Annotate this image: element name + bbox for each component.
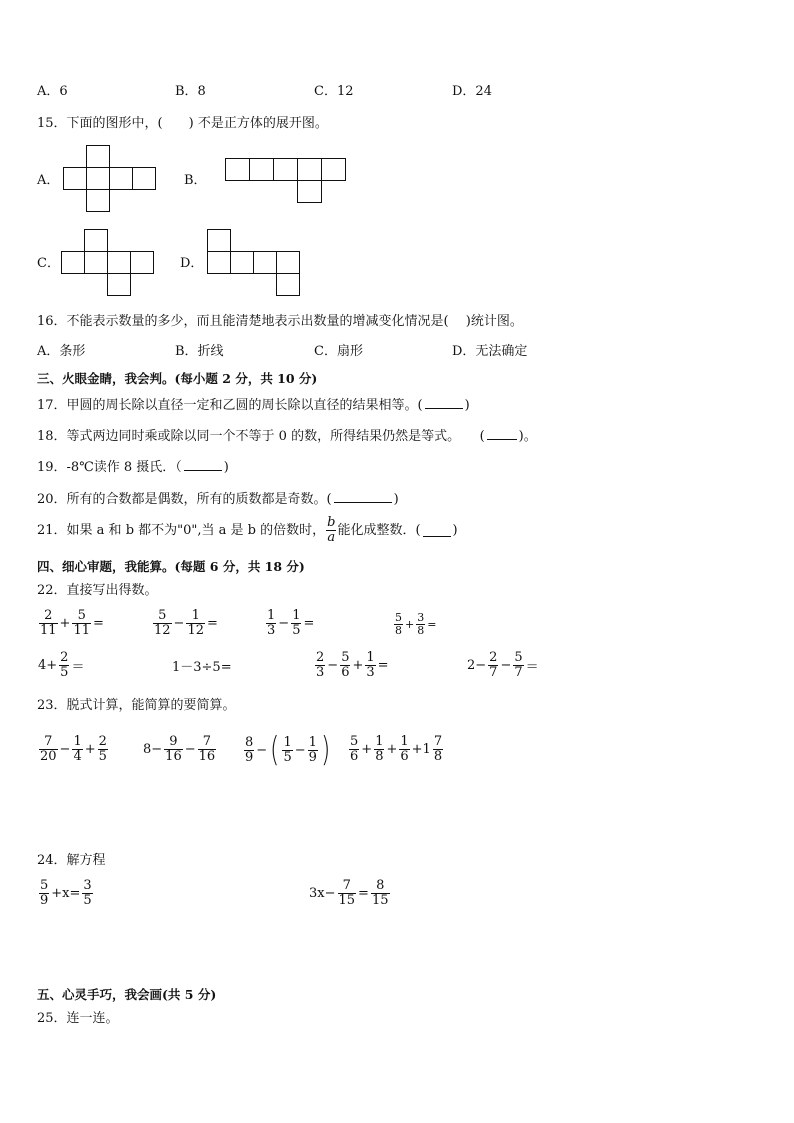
q22-stem: 22．直接写出得数。 [37,583,158,598]
q16-option-a: A．条形 [37,344,86,359]
q24-equation-2: 3x− $\frac{7}{15}$ = $\frac{8}{15}$ [309,878,389,908]
q15-label-b: B． [184,173,207,188]
q16-option-b: B．折线 [175,344,224,359]
q21: 21．如果 a 和 b 都不为"0",当 a 是 b 的倍数时， $\frac{b}{a}$ 能化成整数．( ) [37,515,458,545]
q16-option-c: C．扇形 [314,344,363,359]
q20: 20．所有的合数都是偶数，所有的质数都是奇数。( ) [37,492,399,507]
left-paren: ( [270,730,280,770]
q23-expr-2: 8− $\frac{9}{16}$ − $\frac{7}{16}$ [143,734,216,764]
q24-equation-1: $\frac{5}{9}$ +x= $\frac{3}{5}$ [40,878,92,908]
q14-option-a: A．6 [37,84,68,99]
q15-stem: 15．下面的图形中，( ) 不是正方体的展开图。 [37,116,328,131]
q22-expr-4: $\frac{5}{8}$ + $\frac{3}{8}$ = [395,611,437,637]
q16-stem: 16．不能表示数量的多少，而且能清楚地表示出数量的增减变化情况是( )统计图。 [37,314,523,329]
q19: 19．-8℃读作 8 摄氏．（ ) [37,460,229,475]
q22-expr-3: $\frac{1}{3}$ − $\frac{1}{5}$ = [267,608,315,638]
q16-option-d: D．无法确定 [452,344,528,359]
q23-expr-3: $\frac{8}{9}$ − ( $\frac{1}{5}$ − $\frac{1}{9}$ ) [245,730,331,770]
q22-expr-8: 2− $\frac{2}{7}$ − $\frac{5}{7}$ ＝ [467,650,539,680]
q15-label-d: D． [180,256,204,271]
q22-expr-7: $\frac{2}{3}$ − $\frac{5}{6}$ + $\frac{1}{3}$ = [316,650,389,680]
q22-expr-2: $\frac{5}{12}$ − $\frac{1}{12}$ = [154,608,218,638]
q14-option-c: C．12 [314,84,354,99]
section-4-heading: 四、细心审题，我能算。(每题 6 分，共 18 分) [37,559,305,574]
q22-expr-1: $\frac{2}{11}$ + $\frac{5}{11}$ = [40,608,104,638]
q15-label-c: C． [37,256,60,271]
q24-stem: 24．解方程 [37,853,106,868]
q22-expr-6: 1－3÷5= [172,660,232,675]
right-paren: ) [320,730,331,770]
q15-label-a: A． [37,173,60,188]
q23-stem: 23．脱式计算，能简算的要简算。 [37,698,236,713]
q17: 17．甲圆的周长除以直径一定和乙圆的周长除以直径的结果相等。( ) [37,398,470,413]
section-5-heading: 五、心灵手巧，我会画(共 5 分) [37,987,217,1002]
q21-fraction: $\frac{b}{a}$ [327,515,336,545]
section-3-heading: 三、火眼金睛，我会判。(每小题 2 分，共 10 分) [37,371,318,386]
q22-expr-5: 4+ $\frac{2}{5}$ ＝ [38,650,85,680]
q23-expr-1: $\frac{7}{20}$ − $\frac{1}{4}$ + $\frac{2}{5}$ [40,734,107,764]
q25-stem: 25．连一连。 [37,1011,119,1026]
q14-option-b: B．8 [175,84,206,99]
q23-expr-4: $\frac{5}{6}$ + $\frac{1}{8}$ + $\frac{1}{6}$ +1 $\frac{7}{8}$ [350,734,443,764]
q14-option-d: D．24 [452,84,492,99]
q18: 18．等式两边同时乘或除以同一个不等于 0 的数，所得结果仍然是等式。 ( )。 [37,429,537,444]
